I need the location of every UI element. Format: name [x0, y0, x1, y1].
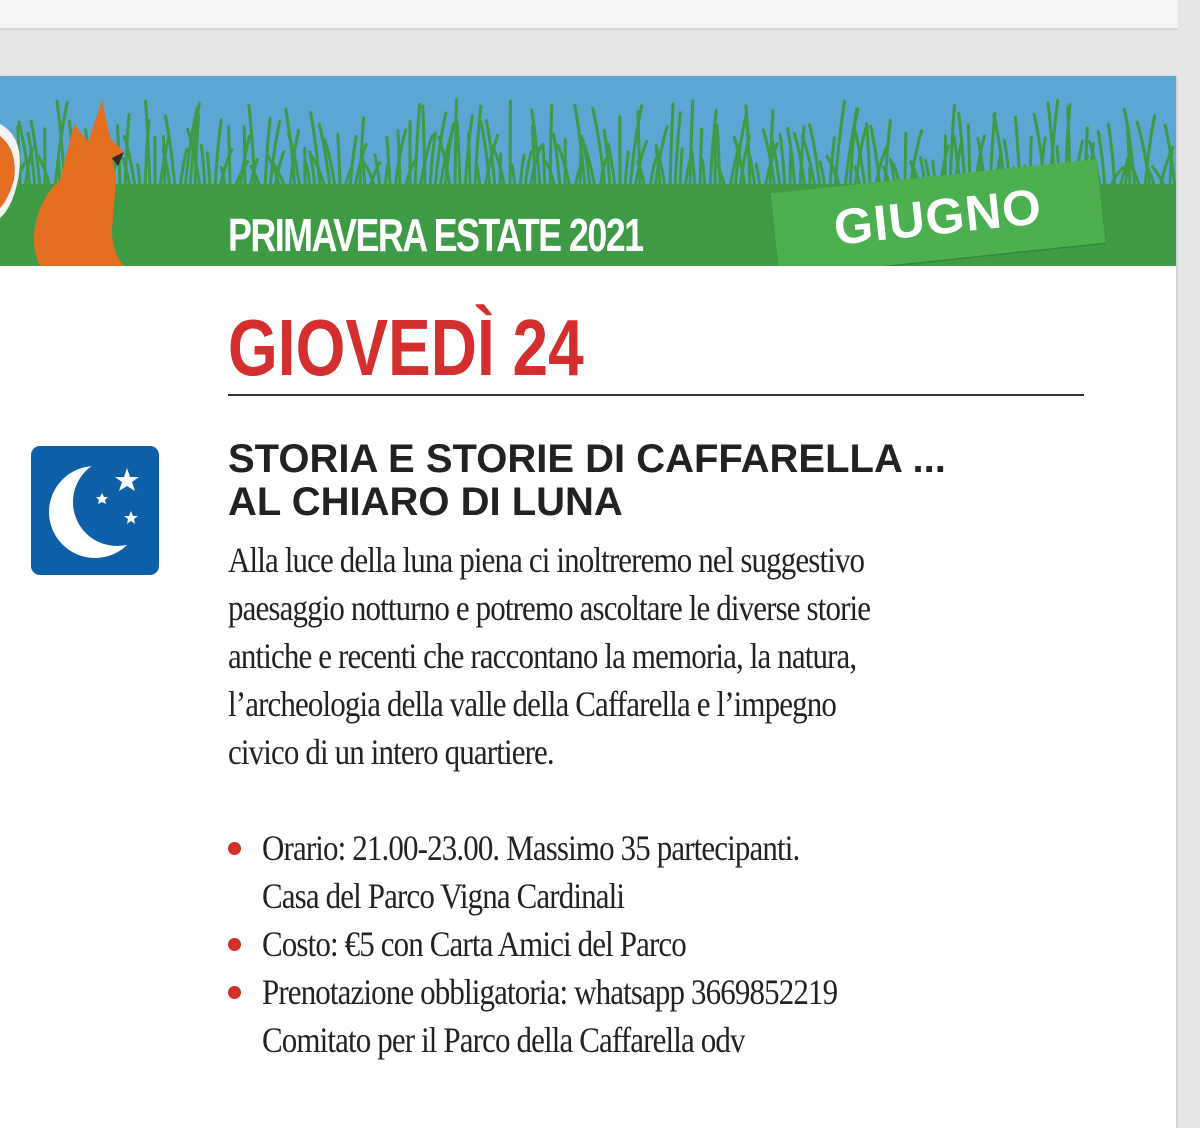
list-item [228, 824, 1168, 920]
season-title: PRIMAVERA ESTATE 2021 [228, 209, 643, 261]
detail-line: Orario: 21.00-23.00. Massimo 35 partecipanti. [262, 828, 800, 868]
detail-line: Comitato per il Parco della Caffarella odv [262, 1020, 745, 1060]
header-banner [0, 76, 1176, 266]
month-label: GIUGNO [831, 178, 1045, 256]
previous-page-edge [0, 0, 1178, 30]
event-title [228, 438, 1128, 524]
detail-line: Costo: €5 con Carta Amici del Parco [262, 924, 686, 964]
description-line: paesaggio notturno e potremo ascoltare le diverse storie [228, 588, 871, 628]
day-title: GIOVEDÌ 24 [228, 303, 584, 392]
description-line: Alla luce della luna piena ci inoltreremo nel suggestivo [228, 540, 865, 580]
description-line: l’archeologia della valle della Caffarella e l’impegno [228, 684, 837, 724]
event-title-line: AL CHIARO DI LUNA [228, 480, 623, 524]
list-item [228, 920, 1168, 968]
bullet-icon [228, 842, 241, 855]
description-line: antiche e recenti che raccontano la memoria, la natura, [228, 636, 857, 676]
detail-line: Prenotazione obbligatoria: whatsapp 3669852219 [262, 972, 838, 1012]
event-details-list [228, 824, 1168, 1064]
title-divider [228, 394, 1084, 396]
event-description [228, 536, 1028, 776]
detail-line: Casa del Parco Vigna Cardinali [262, 876, 625, 916]
list-item [228, 968, 1168, 1064]
bullet-icon [228, 986, 241, 999]
event-title-line: STORIA E STORIE DI CAFFARELLA ... [228, 437, 946, 481]
moon-stars-icon [31, 446, 159, 575]
description-line: civico di un intero quartiere. [228, 732, 554, 772]
event-page [0, 76, 1176, 1128]
bullet-icon [228, 938, 241, 951]
